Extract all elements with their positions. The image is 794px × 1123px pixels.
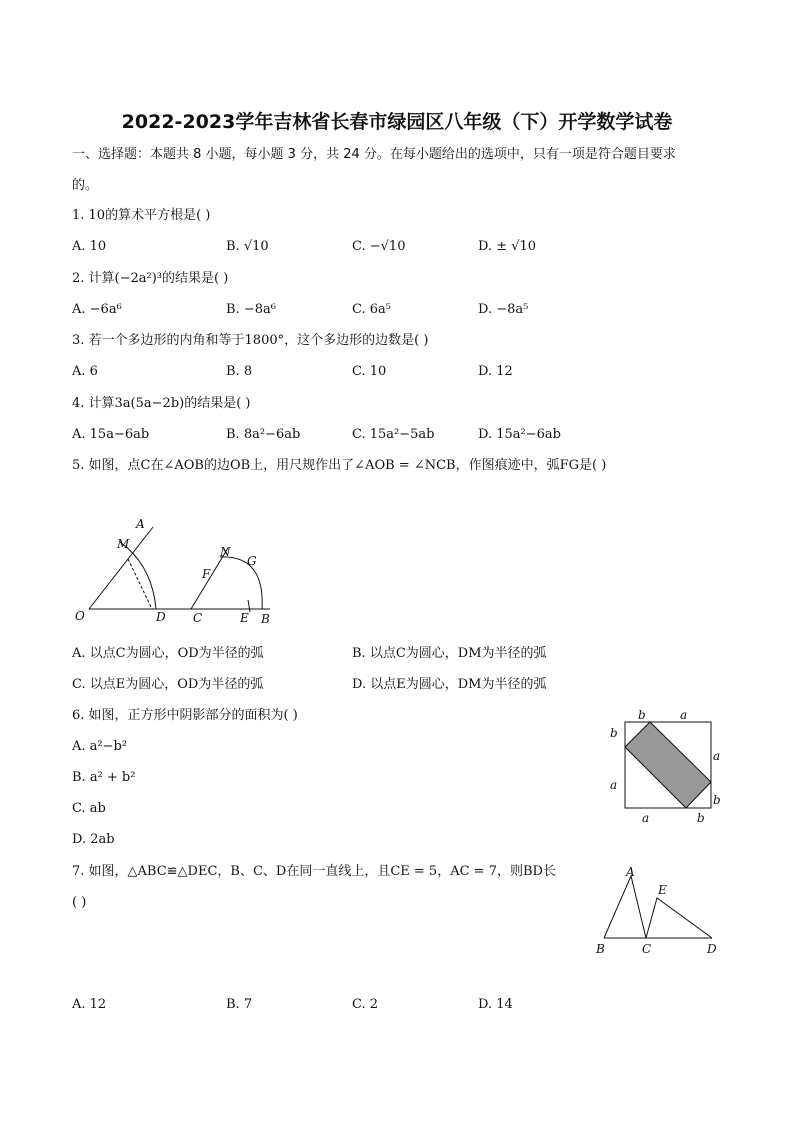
label-a: A: [626, 865, 635, 879]
q3-option-d[interactable]: D. 12: [478, 364, 513, 379]
q5-option-d[interactable]: D. 以点E为圆心，DM为半径的弧: [352, 677, 547, 692]
q3-option-a[interactable]: A. 6: [72, 364, 98, 379]
q2-option-a[interactable]: A. −6a⁶: [72, 302, 122, 317]
label-a: A: [136, 517, 145, 531]
q7-option-b[interactable]: B. 7: [226, 997, 253, 1012]
q4-option-a[interactable]: A. 15a−6ab: [72, 427, 150, 442]
question-1-stem: 1. 10的算术平方根是( ): [72, 208, 211, 223]
section-instructions: 一、选择题：本题共 8 小题，每小题 3 分，共 24 分。在每小题给出的选项中，只有一项是符合题目要求: [72, 147, 676, 162]
question-7-stem-cont: ( ): [72, 895, 87, 910]
label-b: B: [261, 612, 270, 626]
q6-option-c[interactable]: C. ab: [72, 801, 106, 816]
label-f: F: [202, 567, 211, 581]
label-top-a: a: [680, 708, 688, 722]
label-left-a: a: [610, 778, 618, 792]
label-o: O: [75, 609, 85, 623]
label-e: E: [240, 611, 249, 625]
q1-option-a[interactable]: A. 10: [72, 239, 107, 254]
q7-figure: [592, 862, 727, 962]
label-left-b: b: [610, 726, 618, 740]
q1-option-b[interactable]: B. √10: [226, 239, 269, 254]
q5-option-b[interactable]: B. 以点C为圆心，DM为半径的弧: [352, 646, 547, 661]
triangle-dec: [646, 898, 712, 938]
question-2-stem: 2. 计算(−2a²)³的结果是( ): [72, 271, 229, 286]
label-bottom-b: b: [697, 811, 705, 825]
page-title: 2022-2023学年吉林省长春市绿园区八年级（下）开学数学试卷: [121, 111, 673, 133]
q3-option-c[interactable]: C. 10: [352, 364, 387, 379]
label-right-a: a: [713, 749, 721, 763]
q5-figure: [70, 510, 280, 630]
q6-option-b[interactable]: B. a² + b²: [72, 770, 136, 785]
dashed-md: [128, 559, 152, 609]
question-6-stem: 6. 如图，正方形中阴影部分的面积为( ): [72, 708, 298, 723]
q5-option-a[interactable]: A. 以点C为圆心，OD为半径的弧: [72, 646, 264, 661]
label-b: B: [596, 942, 605, 956]
label-bottom-a: a: [642, 811, 650, 825]
question-4-stem: 4. 计算3a(5a−2b)的结果是( ): [72, 396, 251, 411]
label-right-b: b: [713, 793, 721, 807]
q5-option-c[interactable]: C. 以点E为圆心，OD为半径的弧: [72, 677, 264, 692]
label-e: E: [658, 883, 667, 897]
label-m: M: [117, 537, 130, 551]
label-d: D: [707, 942, 717, 956]
question-5-stem: 5. 如图，点C在∠AOB的边OB上，用尺规作出了∠AOB = ∠NCB，作图痕迹中，弧FG是( ): [72, 458, 607, 473]
label-n: N: [220, 545, 231, 559]
shaded-rectangle: [625, 722, 711, 808]
question-3-stem: 3. 若一个多边形的内角和等于1800°，这个多边形的边数是( ): [72, 333, 429, 348]
q7-option-d[interactable]: D. 14: [478, 997, 513, 1012]
q1-option-d[interactable]: D. ± √10: [478, 239, 537, 254]
section-instructions-cont: 的。: [72, 178, 99, 193]
q4-option-b[interactable]: B. 8a²−6ab: [226, 427, 301, 442]
q7-option-c[interactable]: C. 2: [352, 997, 379, 1012]
q4-option-c[interactable]: C. 15a²−5ab: [352, 427, 435, 442]
q2-option-b[interactable]: B. −8a⁶: [226, 302, 276, 317]
q7-option-a[interactable]: A. 12: [72, 997, 107, 1012]
q6-option-d[interactable]: D. 2ab: [72, 832, 115, 847]
q2-option-d[interactable]: D. −8a⁵: [478, 302, 529, 317]
q1-option-c[interactable]: C. −√10: [352, 239, 406, 254]
q6-option-a[interactable]: A. a²−b²: [72, 739, 128, 754]
triangle-abc: [604, 876, 646, 938]
label-c: C: [642, 942, 652, 956]
q4-option-d[interactable]: D. 15a²−6ab: [478, 427, 561, 442]
q3-option-b[interactable]: B. 8: [226, 364, 253, 379]
label-d: D: [156, 610, 166, 624]
label-c: C: [193, 611, 203, 625]
label-top-b: b: [638, 708, 646, 722]
label-g: G: [247, 554, 257, 568]
q2-option-c[interactable]: C. 6a⁵: [352, 302, 391, 317]
question-7-stem: 7. 如图，△ABC≌△DEC，B、C、D在同一直线上，且CE = 5，AC = 7，则BD长: [72, 864, 556, 879]
arc-md: [120, 542, 156, 609]
q6-figure: [600, 705, 730, 830]
